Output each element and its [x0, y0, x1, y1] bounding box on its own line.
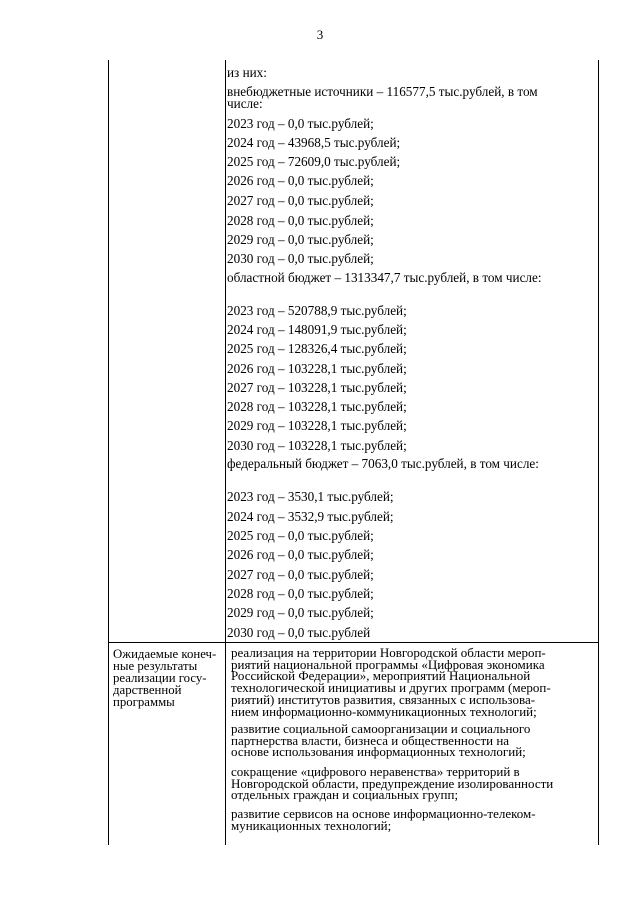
result-line: нием информационно-коммуникационных технологий;	[231, 703, 537, 719]
finance-line: 2023 год – 520788,9 тыс.рублей;	[227, 303, 407, 318]
finance-line: 2024 год – 43968,5 тыс.рублей;	[227, 135, 401, 150]
column-divider	[225, 60, 226, 845]
expected-results-label	[113, 648, 221, 708]
label-line: дарственной	[113, 683, 182, 697]
result-line: развитие социальной самоорганизации и социального	[231, 721, 531, 736]
row-divider	[109, 642, 598, 643]
finance-line: 2025 год – 72609,0 тыс.рублей;	[227, 154, 401, 169]
label-line: Ожидаемые конеч-	[113, 647, 217, 661]
finance-line: 2027 год – 0,0 тыс.рублей;	[227, 567, 374, 582]
finance-line: 2023 год – 0,0 тыс.рублей;	[227, 116, 374, 131]
result-line: риятий национальной программы «Цифровая экономика	[231, 656, 545, 672]
finance-line: 2030 год – 103228,1 тыс.рублей;	[227, 438, 407, 453]
label-line: ные результаты	[113, 659, 198, 673]
finance-line: 2027 год – 0,0 тыс.рублей;	[227, 193, 374, 208]
finance-line: из них:	[227, 65, 267, 80]
result-line: сокращение «цифрового неравенства» территорий в	[231, 764, 520, 779]
finance-line: 2028 год – 0,0 тыс.рублей;	[227, 213, 374, 228]
label-line: программы	[113, 695, 175, 709]
result-line: реализация на территории Новгородской области мероп-	[231, 645, 546, 660]
finance-line: внебюджетные источники – 116577,5 тыс.рублей, в том числе:	[227, 84, 538, 111]
result-line: муникационных технологий;	[231, 817, 392, 833]
result-line: развитие сервисов на основе информационно-телеком-	[231, 806, 536, 821]
finance-line: 2026 год – 0,0 тыс.рублей;	[227, 173, 374, 188]
finance-line: 2024 год – 148091,9 тыс.рублей;	[227, 322, 407, 337]
result-line: основе использования информационных технологий;	[231, 744, 526, 760]
finance-line: 2028 год – 103228,1 тыс.рублей;	[227, 399, 407, 414]
result-line: партнерства власти, бизнеса и общественности на	[231, 732, 510, 748]
finance-line: 2026 год – 103228,1 тыс.рублей;	[227, 361, 407, 376]
page-number: 3	[316, 27, 324, 42]
finance-line: 2025 год – 0,0 тыс.рублей;	[227, 528, 374, 543]
finance-line: 2030 год – 0,0 тыс.рублей	[227, 625, 371, 640]
result-item	[231, 808, 595, 831]
finance-line: 2026 год – 0,0 тыс.рублей;	[227, 547, 374, 562]
finance-line: 2027 год – 103228,1 тыс.рублей;	[227, 380, 407, 395]
finance-line: 2025 год – 128326,4 тыс.рублей;	[227, 341, 407, 356]
finance-line: областной бюджет – 1313347,7 тыс.рублей, в том числе:	[227, 270, 542, 285]
finance-line: 2028 год – 0,0 тыс.рублей;	[227, 586, 374, 601]
finance-line: 2023 год – 3530,1 тыс.рублей;	[227, 489, 394, 504]
finance-line: 2029 год – 103228,1 тыс.рублей;	[227, 418, 407, 433]
label-line: реализации госу-	[113, 671, 207, 685]
result-line: риятий) институтов развития, связанных с использова-	[231, 691, 536, 707]
finance-line: 2024 год – 3532,9 тыс.рублей;	[227, 509, 394, 524]
result-line: Новгородской области, предупреждение изолированности	[231, 775, 554, 791]
finance-line: 2029 год – 0,0 тыс.рублей;	[227, 605, 374, 620]
result-item	[231, 647, 595, 717]
result-line: отдельных граждан и социальных групп;	[231, 787, 459, 803]
result-item	[231, 723, 595, 758]
result-line: Российской Федерации», мероприятий Национальной	[231, 668, 531, 684]
finance-line: 2030 год – 0,0 тыс.рублей;	[227, 251, 374, 266]
finance-line: 2029 год – 0,0 тыс.рублей;	[227, 232, 374, 247]
finance-line: федеральный бюджет – 7063,0 тыс.рублей, в том числе:	[227, 456, 539, 471]
result-item	[231, 766, 595, 801]
result-line: технологической инициативы и других программ (мероп-	[231, 680, 551, 696]
program-passport-table	[108, 60, 599, 845]
